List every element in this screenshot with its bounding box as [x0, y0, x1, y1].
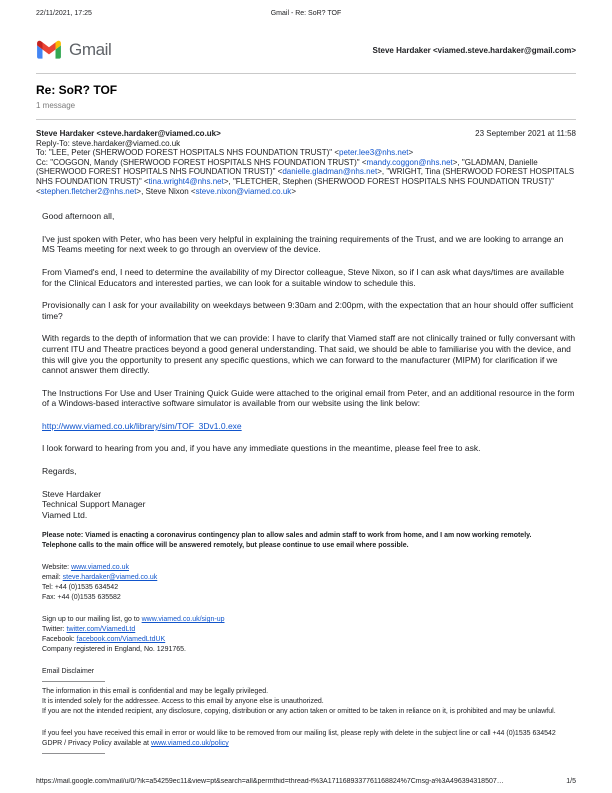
cc-text: Cc: "COGGON, Mandy (SHERWOOD FOREST HOSPITALS NHS FOUNDATION TRUST)" < — [36, 157, 367, 167]
facebook-line — [42, 635, 576, 645]
website-label: Website: — [42, 564, 72, 572]
social-block — [42, 615, 576, 655]
cc-text: >, "FLETCHER, Stephen (SHERWOOD FOREST HOSPITALS NHS FOUNDATION TRUST)" < — [36, 176, 554, 196]
cc-email-link[interactable]: danielle.gladman@nhs.net — [282, 167, 378, 177]
twitter-line — [42, 625, 576, 635]
page-number: 1/5 — [566, 778, 576, 785]
message-header — [36, 129, 576, 196]
gmail-m-icon — [36, 40, 62, 60]
disclaimer-heading: Email Disclaimer — [42, 668, 95, 676]
cc-email-link[interactable]: tina.wright4@nhs.net — [148, 176, 224, 186]
policy-label: GDPR / Privacy Policy available at — [42, 740, 151, 748]
contact-block — [42, 563, 576, 603]
cc-email-link[interactable]: stephen.fletcher2@nhs.net — [40, 186, 137, 196]
website-link[interactable]: www.viamed.co.uk — [71, 564, 130, 572]
print-title: Gmail - Re: SoR? TOF — [270, 10, 342, 17]
simulator-download-link[interactable]: http://www.viamed.co.uk/library/sim/TOF_3Dv1.0.exe — [42, 420, 242, 431]
signature-company: Viamed Ltd. — [42, 509, 88, 520]
policy-line — [42, 739, 576, 749]
fax-line: Fax: +44 (0)1535 635582 — [42, 594, 121, 602]
body-paragraph: I've just spoken with Peter, who has been very helpful in explaining the training requirements of the Trust, and we are looking to arrange an MS Teams meeting for next week to go through an overview of the device. — [42, 233, 564, 255]
disclaimer-line: If you are not the intended recipient, any disclosure, copying, distribution or any action taken or omitted to be taken in reliance on it, is prohibited and may be unlawful. — [42, 708, 556, 716]
to-text: > — [408, 148, 414, 158]
disclaimer-block — [42, 667, 576, 759]
facebook-link[interactable]: facebook.com/ViamedLtdUK — [76, 636, 166, 644]
company-registration-line: Company registered in England, No. 1291765. — [42, 646, 186, 654]
mailing-list-link[interactable]: www.viamed.co.uk/sign-up — [141, 616, 225, 624]
reply-to-line: Reply-To: steve.hardaker@viamed.co.uk — [36, 138, 181, 148]
cc-line — [36, 158, 576, 196]
body-paragraph: Good afternoon all, — [42, 211, 115, 222]
print-url: https://mail.google.com/mail/u/0/?ik=a54259ec11&view=pt&search=all&permthid=thread-f%3A1711689337761168824%7Cmsg-a%3A496394318507… — [36, 778, 504, 785]
email-print-content — [36, 36, 576, 759]
body-paragraph: From Viamed's end, I need to determine the availability of my Director colleague, Steve Nixon, so if I can ask what days/times are available for the Clinical Educators and interested parties, we can look for a suitable window to schedule this. — [42, 266, 565, 288]
signature-name: Steve Hardaker — [42, 488, 102, 499]
gmail-logo — [36, 40, 111, 60]
print-datetime: 22/11/2021, 17:25 — [36, 10, 92, 17]
to-email-link[interactable]: peter.lee3@nhs.net — [339, 148, 409, 158]
body-paragraph: With regards to the depth of information that we can provide: I have to clarify that Viamed staff are not clinically trained or fully conversant with current ITU and Theatre practices beyond a good general understanding. That said, we should be able to familiarise you with the device, and this will give you the opportunity to present any specific questions, which we can forward to the manufacturer (MIPM) for clarification if we cannot answer them directly. — [42, 333, 576, 376]
disclaimer-separator: ————————— — [42, 750, 105, 758]
signature-title: Technical Support Manager — [42, 499, 146, 510]
email-link[interactable]: steve.hardaker@viamed.co.uk — [62, 574, 158, 582]
account-owner: Steve Hardaker <viamed.steve.hardaker@gmail.com> — [372, 45, 576, 55]
covid-notice-line: Please note: Viamed is enacting a coronavirus contingency plan to allow sales and admin staff to work from home, and I am now working remotely. — [42, 532, 532, 540]
simulator-link-line — [42, 421, 576, 432]
gmail-header — [36, 36, 576, 64]
body-paragraph: Regards, — [42, 466, 77, 477]
mailing-list-line — [42, 615, 576, 625]
cc-email-link[interactable]: steve.nixon@viamed.co.uk — [195, 186, 292, 196]
covid-notice — [42, 531, 576, 551]
cc-text: >, Steve Nixon < — [136, 186, 196, 196]
to-line — [36, 148, 576, 158]
body-paragraph: Provisionally can I ask for your availability on weekdays between 9:30am and 2:00pm, with the expectation that an hour should offer sufficient time? — [42, 300, 574, 321]
disclaimer-line: If you feel you have received this email in error or would like to be removed from our mailing list, please reply with delete in the subject line or call +44 (0)1535 634542 — [42, 730, 556, 738]
email-line — [42, 573, 576, 583]
twitter-label: Twitter: — [42, 626, 67, 634]
to-text: To: "LEE, Peter (SHERWOOD FOREST HOSPITALS NHS FOUNDATION TRUST)" < — [36, 148, 339, 158]
divider — [36, 73, 576, 74]
spacer — [42, 520, 576, 531]
website-line — [42, 563, 576, 573]
body-paragraph: I look forward to hearing from you and, if you have any immediate questions in the meantime, please feel free to ask. — [42, 443, 481, 454]
body-paragraph: The Instructions For Use and User Training Quick Guide were attached to the original email from Peter, and an additional resource in the form of a Windows-based interactive software simulator is available from our website using the link below: — [42, 387, 575, 409]
cc-email-link[interactable]: mandy.coggon@nhs.net — [366, 157, 453, 167]
browser-print-footer — [36, 778, 576, 785]
twitter-link[interactable]: twitter.com/ViamedLtd — [66, 626, 136, 634]
message-count: 1 message — [36, 101, 76, 110]
disclaimer-lines — [42, 687, 576, 717]
gmail-logo-text: Gmail — [69, 40, 112, 59]
facebook-label: Facebook: — [42, 636, 77, 644]
disclaimer-separator: ————————— — [42, 678, 105, 686]
tel-line: Tel: +44 (0)1535 634542 — [42, 584, 119, 592]
email-label: email: — [42, 574, 63, 582]
disclaimer-line: It is intended solely for the addressee. Access to this email by anyone else is unauthorized. — [42, 698, 324, 706]
cc-text: >, "WRIGHT, Tina (SHERWOOD FOREST HOSPITALS NHS FOUNDATION TRUST)" < — [36, 167, 575, 186]
from-date-row — [36, 129, 576, 139]
divider — [36, 119, 576, 120]
policy-link[interactable]: www.viamed.co.uk/policy — [150, 740, 229, 748]
disclaimer-line: The information in this email is confidential and may be legally privileged. — [42, 688, 269, 696]
cc-text: > — [291, 186, 296, 196]
cc-text: >, "GLADMAN, Danielle (SHERWOOD FOREST HOSPITALS NHS FOUNDATION TRUST)" < — [36, 157, 538, 177]
sender: Steve Hardaker <steve.hardaker@viamed.co.uk> — [36, 129, 221, 138]
browser-print-header — [36, 10, 576, 20]
mailing-list-label: Sign up to our mailing list, go to — [42, 616, 142, 624]
message-body — [36, 211, 576, 759]
covid-notice-line: Telephone calls to the main office will be answered remotely, but please continue to use email where possible. — [42, 542, 409, 550]
message-date: 23 September 2021 at 11:58 — [475, 129, 576, 138]
email-subject-title: Re: SoR? TOF — [36, 83, 118, 97]
